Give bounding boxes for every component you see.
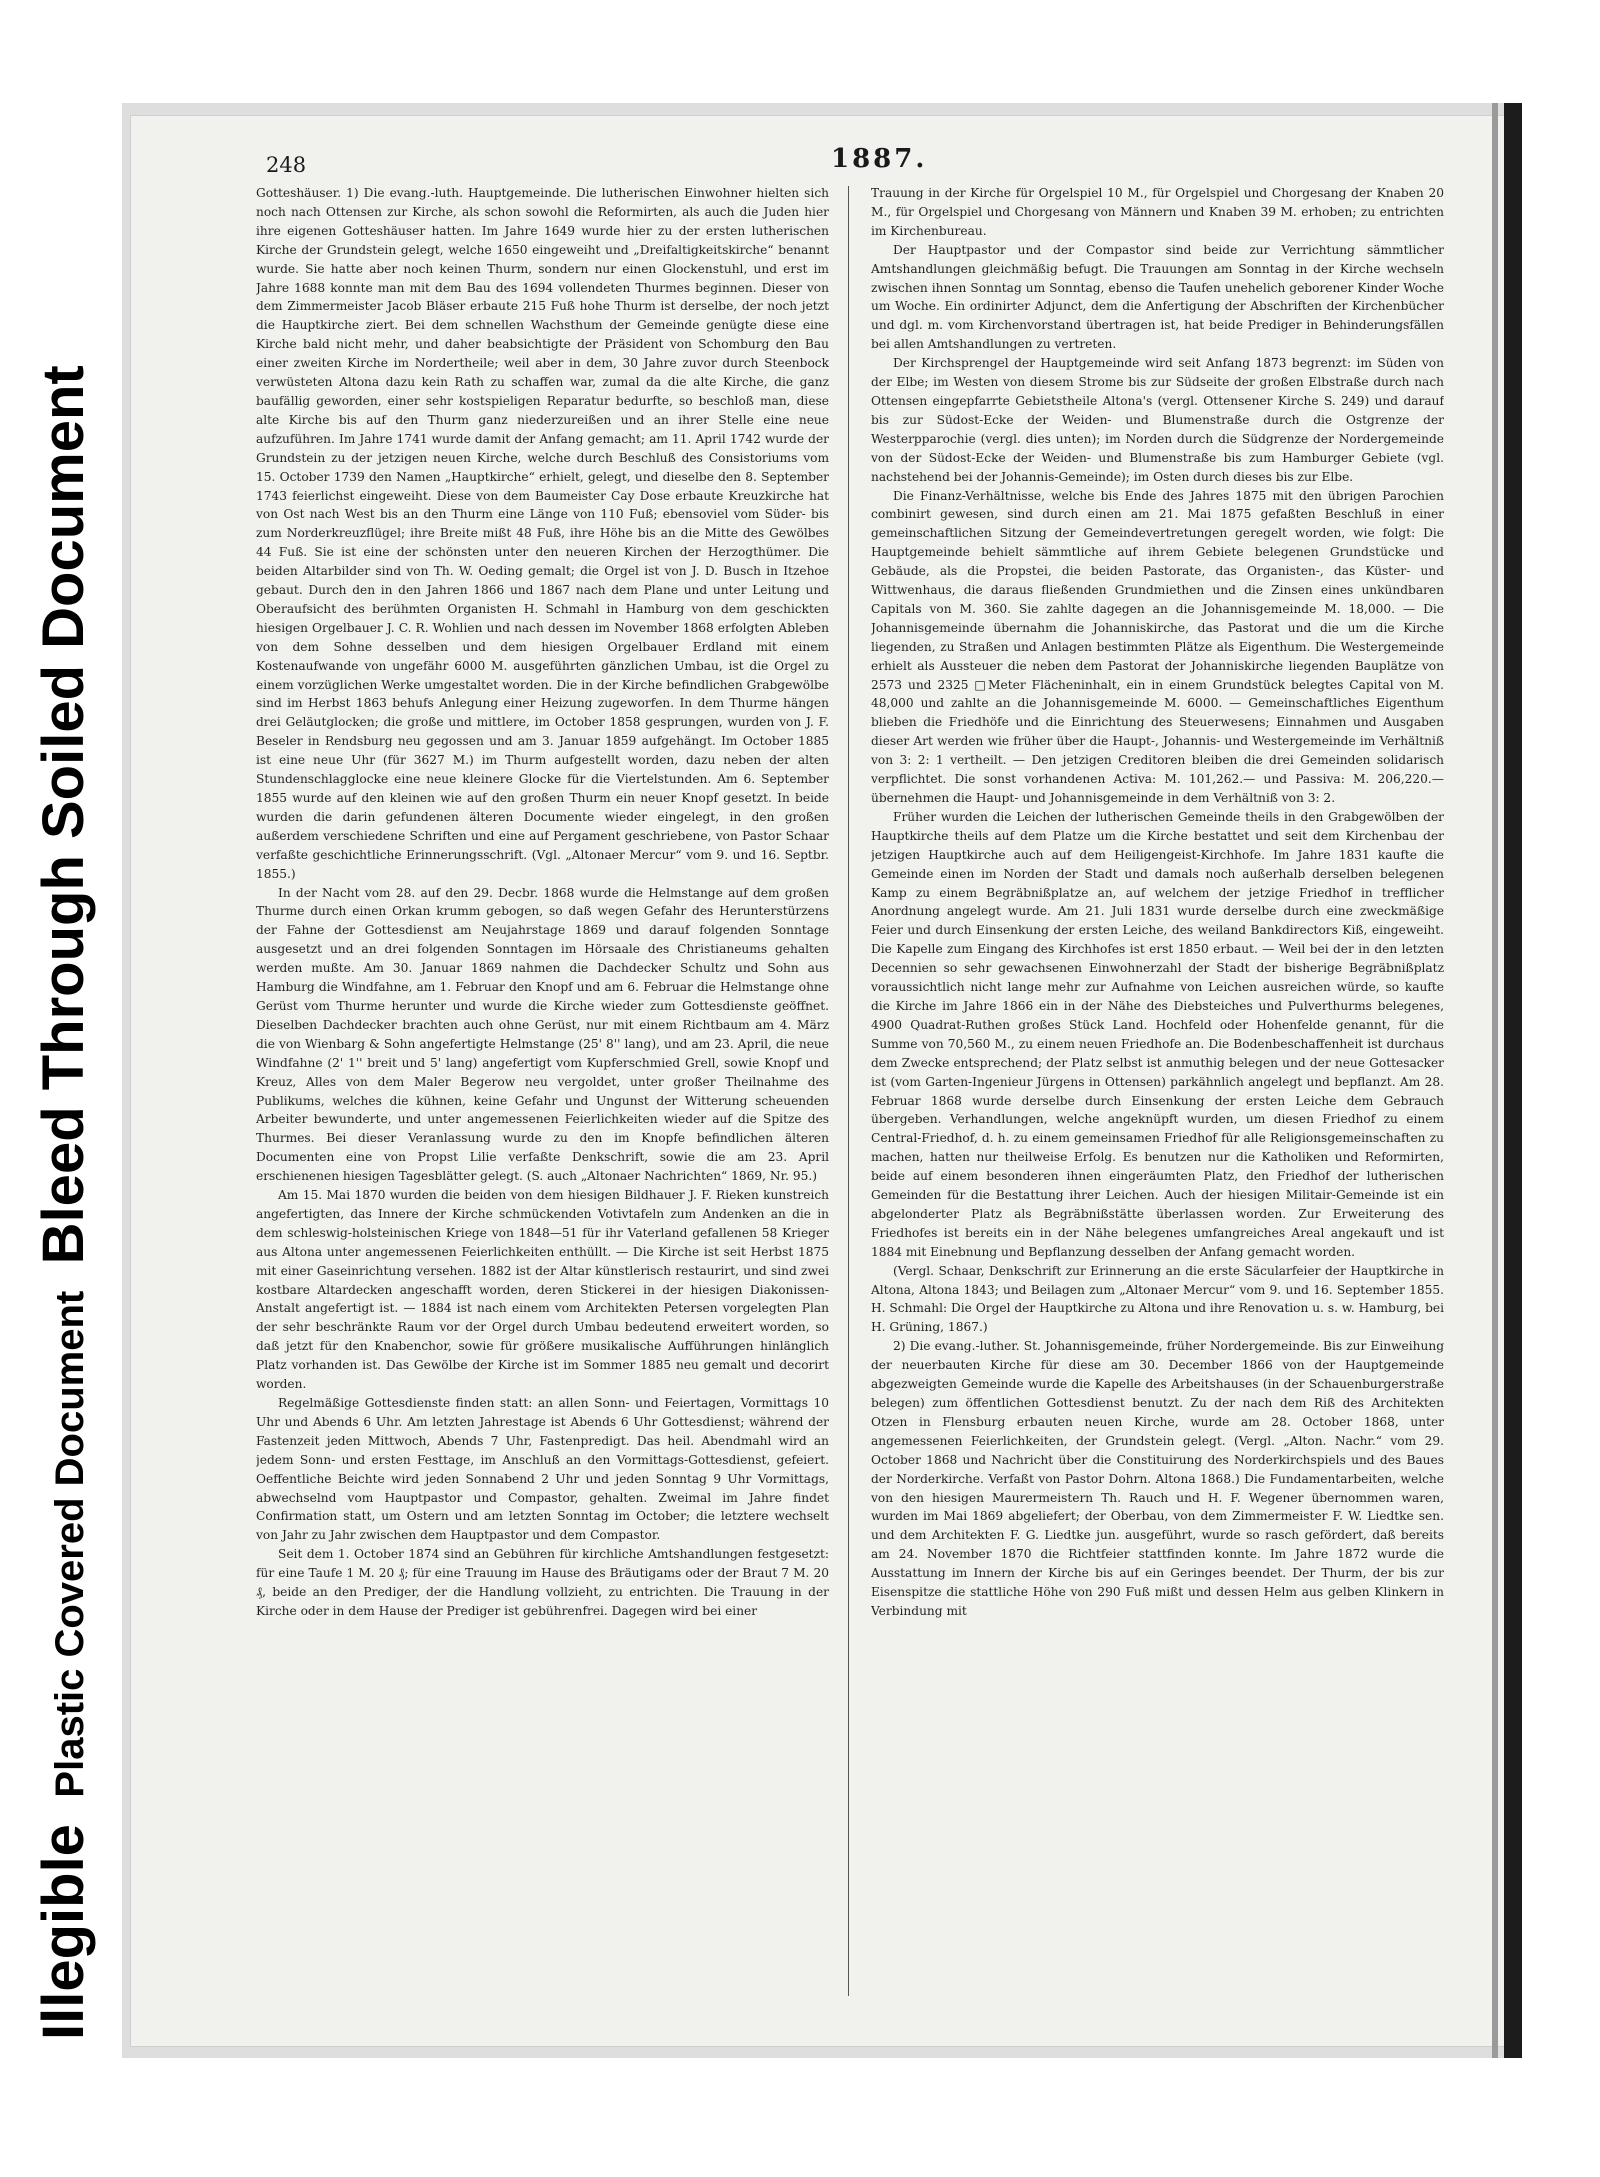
page-number: 248 <box>266 153 307 177</box>
label-illegible: Illegible <box>31 1824 96 2040</box>
right-column <box>871 184 1444 1999</box>
paragraph: Der Kirchsprengel der Hauptgemeinde wird seit Anfang 1873 begrenzt: im Süden von der Elbe; im Westen von diesem Strome bis zur Südseite der großen Elbstraße durch nach Ottensen eingepfarrte Gebietstheile Altona's (vergl. Ottensener Kirche S. 249) und darauf bis zur Südost-Ecke der Weiden- und Blumenstraße durch die Ostgrenze der Westerpparochie (vergl. dies unten); im Norden durch die Südgrenze der Nordergemeinde von der Südost-Ecke der Weiden- und Blumenstraße bis zum Hamburger Gebiete (vgl. nachstehend bei der Johannis-Gemeinde); im Osten durch dieses bis zur Elbe. <box>871 356 1444 484</box>
paragraph: Am 15. Mai 1870 wurden die beiden von dem hiesigen Bildhauer J. F. Rieken kunstreich angefertigten, das Innere der Kirche schmückenden Votivtafeln zum Andenken an die in dem schleswig-holsteinischen Kriege von 1848—51 für ihr Vaterland gefallenen 58 Krieger aus Altona unter angemessenen Feierlichkeiten enthüllt. — Die Kirche ist seit Herbst 1875 mit einer Gaseinrichtung versehen. 1882 ist der Altar künstlerisch restaurirt, und sind zwei kostbare Altardecken angeschafft worden, deren Stickerei in der hiesigen Diakonissen-Anstalt angefertigt ist. — 1884 ist nach einem vom Architekten Petersen vorgelegten Plan der sehr beschränkte Raum vor der Orgel durch Umbau bedeutend erweitert worden, so daß jetzt für den Knabenchor, sowie für größere musikalische Aufführungen hinlänglich Platz vorhanden ist. Das Gewölbe der Kirche ist im Sommer 1885 neu gemalt und decorirt worden. <box>256 1188 829 1392</box>
page-leaf <box>130 115 1517 2047</box>
page-year-header: 1887. <box>831 144 928 174</box>
paragraph: Der Hauptpastor und der Compastor sind beide zur Verrichtung sämmtlicher Amtshandlungen gleichmäßig befugt. Die Trauungen am Sonntag in der Kirche wechseln zwischen ihnen Sonntag um Sonntag, ebenso die Taufen unehelich geborener Kinder Woche um Woche. Ein ordinirter Adjunct, dem die Anfertigung der Abschriften der Kirchenbücher und dgl. m. vom Kirchenvorstand übertragen ist, hat beide Prediger in Behinderungsfällen bei allen Amtshandlungen zu vertreten. <box>871 242 1444 352</box>
paragraph: Seit dem 1. October 1874 sind an Gebühren für kirchliche Amtshandlungen festgesetzt: für eine Taufe 1 M. 20 ₰; für eine Trauung im Hause des Bräutigams oder der Braut 7 M. 20 ₰, beide an den Prediger, der die Handlung vollzieht, zu entrichten. Die Trauung in der Kirche oder in dem Hause der Prediger ist gebührenfrei. Dagegen wird bei einer <box>256 1547 829 1618</box>
paragraph: In der Nacht vom 28. auf den 29. Decbr. 1868 wurde die Helmstange auf dem großen Thurme durch einen Orkan krumm gebogen, so daß wegen Gefahr des Herunterstürzens der Fahne der Gottesdienst am Neujahrstage 1869 und darauf folgenden Sonntage ausgesetzt und an drei folgenden Sonntagen im Hörsaale des Christianeums gehalten werden mußte. Am 30. Januar 1869 nahmen die Dachdecker Schultz und Sohn aus Hamburg die Windfahne, am 1. Februar den Knopf und am 6. Februar die Helmstange ohne Gerüst vom Thurme herunter und wurde die Kirche wieder zum Gottesdienste geöffnet. Dieselben Dachdecker brachten auch ohne Gerüst, nur mit einem Richtbaum am 4. März die von Wienbarg & Sohn angefertigte Helmstange (25' 8'' lang), und am 23. April, die neue Windfahne (2' 1'' breit und 5' lang) angefertigt vom Kupferschmied Grell, sowie Knopf und Kreuz, Alles von dem Maler Begerow neu vergoldet, unter großer Theilnahme des Publikums, welches die kühnen, keine Gefahr und Ungunst der Witterung scheuenden Arbeiter bewunderte, und unter angemessenen Feierlichkeiten wieder auf die Spitze des Thurmes. Bei dieser Veranlassung wurde zu den im Knopfe befindlichen älteren Documenten eine von Propst Lilie verfaßte Denkschrift, sowie die am 23. April erschienenen hiesigen Tagesblätter gelegt. (S. auch „Altonaer Nachrichten“ 1869, Nr. 95.) <box>256 885 829 1184</box>
paragraph: (Vergl. Schaar, Denkschrift zur Erinnerung an die erste Säcularfeier der Hauptkirche in Altona, Altona 1843; und Beilagen zum „Altonaer Mercur“ vom 9. und 16. September 1855. H. Schmahl: Die Orgel der Hauptkirche zu Altona und ihre Renovation u. s. w. Hamburg, bei H. Grüning, 1867.) <box>871 1263 1444 1335</box>
label-bleed-through: Bleed Through Soiled Document <box>31 365 96 1265</box>
paragraph: Die Finanz-Verhältnisse, welche bis Ende des Jahres 1875 mit den übrigen Parochien combinirt gewesen, sind durch einen am 21. Mai 1875 gefaßten Beschluß in einer gemeinschaftlichen Sitzung der Gemeindevertretungen geregelt worden, wie folgt: Die Hauptgemeinde behielt sämmtliche auf ihrem Gebiete belegenen Grundstücke und Gebäude, als die Propstei, die beiden Pastorate, das Organisten-, das Küster- und Wittwenhaus, die daraus fließenden Grundmiethen und die Zinsen eines unkündbaren Capitals von M. 360. Sie zahlte dagegen an die Johannisgemeinde M. 18,000. — Die Johannisgemeinde übernahm die Johanniskirche, das Pastorat und die um die Kirche liegenden, zu Straßen und Anlagen bestimmten Plätze als Eigenthum. Die Westergemeinde erhielt als Aussteuer die neben dem Pastorat der Johanniskirche liegenden Bauplätze von 2573 und 2325 □Meter Flächeninhalt, ein in einem Grundstück belegtes Capital von M. 48,000 und zahlte an die Johannisgemeinde M. 6000. — Gemeinschaftliches Eigenthum blieben die Friedhöfe und die Einrichtung des Steuerwesens; Einnahmen und Ausgaben dieser Art werden wie früher über die Haupt-, Johannis- und Westergemeinde im Verhältniß von 3: 2: 1 vertheilt. — Den jetzigen Creditoren bleiben die drei Gemeinden solidarisch verpflichtet. Die sonst vorhandenen Activa: M. 101,262.— und Passiva: M. 206,220.— übernehmen die Haupt- und Johannisgemeinde in dem Verhältniß von 3: 2. <box>871 488 1444 805</box>
book-spine <box>1504 103 1522 2058</box>
archive-side-label <box>0 0 120 2177</box>
binding-edge <box>1492 103 1498 2058</box>
paragraph: Früher wurden die Leichen der lutherischen Gemeinde theils in den Grabgewölben der Hauptkirche theils auf dem Platze um die Kirche bestattet und seit dem Kirchenbau der jetzigen Hauptkirche auch auf dem Heiligengeist-Kirchhofe. Im Jahre 1831 kaufte die Gemeinde einen im Norden der Stadt und damals noch außerhalb derselben belegenen Kamp zu einem Begräbnißplatze an, auf welchem der jetzige Friedhof in trefflicher Anordnung angelegt wurde. Am 21. Juli 1831 wurde derselbe durch eine zweckmäßige Feier und durch Einsenkung der ersten Leiche, des weiland Bankdirectors Kiß, eingeweiht. Die Kapelle zum Eingang des Kirchhofes ist erst 1850 erbaut. — Weil bei der in den letzten Decennien so sehr gewachsenen Einwohnerzahl der Stadt der bisherige Begräbnißplatz voraussichtlich nicht lange mehr zur Aufnahme von Leichen ausreichen würde, so kaufte die Kirche im Jahre 1866 ein in der Nähe des Diebsteiches und Pulverthurms belegenes, 4900 Quadrat-Ruthen großes Stück Land. Hochfeld oder Hohenfelde genannt, für die Summe von 70,560 M., zu einem neuen Friedhofe an. Die Bodenbeschaffenheit ist durchaus dem Zwecke entsprechend; der Platz selbst ist anmuthig belegen und der neue Gottesacker ist (vom Garten-Ingenieur Jürgens in Ottensen) parkähnlich angelegt und bepflanzt. Am 28. Februar 1868 wurde derselbe durch Einsenkung der ersten Leiche dem Gebrauch übergeben. Verhandlungen, welche angeknüpft wurden, um diesen Friedhof zu einem Central-Friedhof, d. h. zu einem gemeinsamen Friedhof für alle Religionsgemeinschaften zu machen, hatten nur theilweise Erfolg. Es benutzen nur die Katholiken und Reformirten, beide auf einem besonderen ihnen eingeräumten Platz, den Friedhof der lutherischen Gemeinden für die Bestattung ihrer Leichen. Auch der hiesigen Militair-Gemeinde ist ein abgelonderter Platz als Begräbnißstätte überlassen worden. Zur Erweiterung des Friedhofes ist bereits ein in der Nähe belegenes umfangreiches Areal angekauft und ist 1884 mit Einebnung und Bepflanzung desselben der Anfang gemacht worden. <box>871 809 1444 1259</box>
scanned-page <box>122 103 1522 2058</box>
label-plastic-covered: Plastic Covered Document <box>48 1290 92 1798</box>
paragraph: Gotteshäuser. 1) Die evang.-luth. Hauptgemeinde. Die lutherischen Einwohner hielten sich noch nach Ottensen zur Kirche, als schon sowohl die Reformirten, als auch die Juden hier ihre eigenen Gotteshäuser hatten. Im Jahre 1649 wurde hier zu der ersten lutherischen Kirche der Grundstein gelegt, welche 1650 eingeweiht und „Dreifaltigkeitskirche“ benannt wurde. Sie hatte aber noch keinen Thurm, sondern nur einen Glockenstuhl, und erst im Jahre 1688 konnte man mit dem Bau des 1694 vollendeten Thurmes beginnen. Dieser von dem Zimmermeister Jacob Bläser erbaute 215 Fuß hohe Thurm ist derselbe, der noch jetzt die Hauptkirche ziert. Bei dem schnellen Wachsthum der Gemeinde genügte diese eine Kirche bald nicht mehr, und daher beabsichtigte der Präsident von Schomburg den Bau einer zweiten Kirche im Nordertheile; weil aber in dem, 30 Jahre zuvor durch Steenbock verwüsteten Altona dazu kein Rath zu schaffen war, zumal da die alte Kirche, die ganz baufällig geworden, einer sehr kostspieligen Reparatur bedurfte, so beschloß man, diese alte Kirche bis auf den Thurm ganz niederzureißen und an ihrer Stelle eine neue aufzuführen. Im Jahre 1741 wurde damit der Anfang gemacht; am 11. April 1742 wurde der Grundstein zu der jetzigen neuen Kirche, welche durch Beschluß des Consistoriums vom 15. October 1739 den Namen „Hauptkirche“ erhielt, gelegt, und dieselbe den 8. September 1743 feierlichst eingeweiht. Diese von dem Baumeister Cay Dose erbaute Kreuzkirche hat von Ost nach West bis an den Thurm eine Länge von 110 Fuß; ebensoviel vom Süder- bis zum Norderkreuzflügel; ihre Breite mißt 48 Fuß, ihre Höhe bis an die Mitte des Gewölbes 44 Fuß. Sie ist eine der schönsten unter den neueren Kirchen der Herzogthümer. Die beiden Altarbilder sind von Th. W. Oeding gemalt; die Orgel ist von J. D. Busch in Itzehoe gebaut. Durch den in den Jahren 1866 und 1867 nach dem Plane und unter Leitung und Oberaufsicht des berühmten Organisten H. Schmahl in Hamburg von dem geschickten hiesigen Orgelbauer J. C. R. Wohlien und nach dessen im November 1868 erfolgten Ableben von dem Sohne desselben und dem hiesigen Orgelbauer Erdland mit einem Kostenaufwande von ungefähr 6000 M. ausgeführten gänzlichen Umbau, ist die Orgel zu einem vorzüglichen Werke umgestaltet worden. Die in der Kirche befindlichen Grabgewölbe sind im Herbst 1863 behufs Anlegung einer Heizung zugeworfen. In dem Thurme hängen drei Geläutglocken; die große und mittlere, im October 1858 gesprungen, wurden von J. F. Beseler in Rendsburg neu gegossen und am 3. Januar 1859 aufgehängt. Im October 1885 ist eine neue Uhr (für 3627 M.) im Thurm aufgestellt worden, dazu neben der alten Stundenschlagglocke eine neue kleinere Glocke für die Viertelstunden. Am 6. September 1855 wurde auf den kleinen wie auf den großen Thurm ein neuer Knopf gesetzt. In beide wurden die darin gefundenen älteren Documente wieder eingelegt, in den großen außerdem verschiedene Schriften und eine auf Pergament geschriebene, von Pastor Schaar verfaßte geschichtliche Erinnerungsschrift. (Vgl. „Altonaer Mercur“ vom 9. und 16. Septbr. 1855.) <box>256 186 829 881</box>
column-divider <box>848 186 849 1996</box>
left-column <box>256 184 829 1999</box>
paragraph: Trauung in der Kirche für Orgelspiel 10 M., für Orgelspiel und Chorgesang der Knaben 20 M., für Orgelspiel und Chorgesang von Männern und Knaben 39 M. erhoben; zu entrichten im Kirchenbureau. <box>871 186 1444 238</box>
paragraph: Regelmäßige Gottesdienste finden statt: an allen Sonn- und Feiertagen, Vormittags 10 Uhr und Abends 6 Uhr. Am letzten Jahrestage ist Abends 6 Uhr Gottesdienst; während der Fastenzeit jeden Mittwoch, Abends 7 Uhr, Fastenpredigt. Das heil. Abendmahl wird an jedem Sonn- und ersten Festtage, im Anschluß an den Vormittags-Gottesdienst, gefeiert. Oeffentliche Beichte wird jeden Sonnabend 2 Uhr und jeden Sonntag 9 Uhr Vormittags, abwechselnd vom Hauptpastor und Compastor, gehalten. Zweimal im Jahre findet Confirmation statt, um Ostern und am letzten Sonntag im October; die letztere wechselt von Jahr zu Jahr zwischen dem Hauptpastor und dem Compastor. <box>256 1396 829 1543</box>
paragraph: 2) Die evang.-luther. St. Johannisgemeinde, früher Nordergemeinde. Bis zur Einweihung der neuerbauten Kirche für diese am 30. December 1866 von der Hauptgemeinde abgezweigten Gemeinde wurde die Kapelle des Arbeitshauses (in der Schauenburgerstraße belegen) zum öffentlichen Gottesdienst benutzt. Zu der nach dem Riß des Architekten Otzen in Flensburg erbauten neuen Kirche, wurde am 28. October 1868, unter angemessenen Feierlichkeiten, der Grundstein gelegt. (Vergl. „Alton. Nachr.“ vom 29. October 1868 und Nachricht über die Constituirung des Norderkirchspiels und des Baues der Norderkirche. Verfaßt von Pastor Dohrn. Altona 1868.) Die Fundamentarbeiten, welche von den hiesigen Maurermeistern Th. Rauch und H. F. Wegener übernommen waren, wurden im Mai 1869 abgeliefert; der Oberbau, von dem Zimmermeister F. W. Liedtke sen. und dem Architekten F. G. Liedtke jun. ausgeführt, wurde so rasch gefördert, daß bereits am 24. November 1870 die Richtfeier stattfinden konnte. Im Jahre 1872 wurde die Ausstattung im Innern der Kirche bis auf ein Geringes beendet. Der Thurm, der bis zur Eisenspitze die stattliche Höhe von 290 Fuß mißt und dessen Helm aus gelben Klinkern in Verbindung mit <box>871 1339 1444 1618</box>
